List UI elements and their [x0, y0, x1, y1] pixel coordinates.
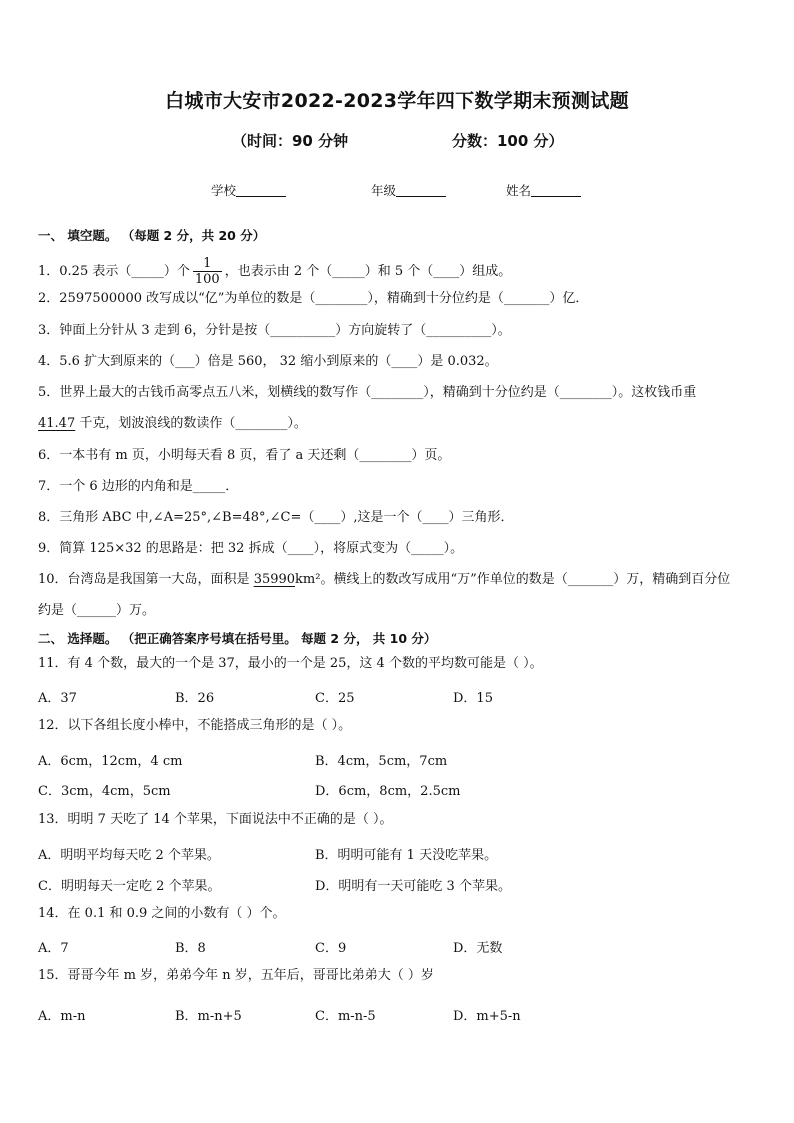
question-2: 2．2597500000 改写成以“亿”为单位的数是（________），精确到十分位约是（_______）亿．: [38, 291, 589, 306]
question-6: 6．一本书有 m 页，小明每天看 8 页，看了 a 天还剩（________）页。: [38, 448, 451, 463]
exam-score: 分数：100 分）: [452, 132, 564, 150]
q10-before: 10．台湾岛是我国第一大岛，面积是: [38, 572, 254, 587]
question-5-line-2: [38, 416, 307, 432]
school-field: [211, 181, 286, 199]
q5-line2-rest: 千克，划波浪线的数读作（________）。: [75, 416, 307, 431]
question-1: [38, 256, 511, 287]
q13-option-d: D．明明有一天可能吃 3 个苹果。: [315, 879, 511, 894]
q15-option-d: D．m+5-n: [453, 1009, 521, 1024]
q15-option-b: B．m-n+5: [175, 1009, 242, 1024]
q11-option-d: D．15: [453, 691, 493, 706]
q11-option-c: C．25: [315, 691, 355, 706]
q11-option-a: A．37: [38, 691, 77, 706]
q5-underlined-number: 41.47: [38, 416, 76, 431]
question-8: 8．三角形 ABC 中,∠A=25°,∠B=48°,∠C=（____）,这是一个（____）三角形．: [38, 510, 514, 525]
q15-option-c: C．m-n-5: [315, 1009, 376, 1024]
question-10-line-1: [38, 572, 730, 588]
q12-option-d: D．6cm，8cm，2.5cm: [315, 784, 461, 799]
question-13: 13．明明 7 天吃了 14 个苹果，下面说法中不正确的是（ ）。: [38, 812, 393, 827]
question-14: 14．在 0.1 和 0.9 之间的小数有（ ）个。: [38, 906, 286, 921]
question-4: 4．5.6 扩大到原来的（___）倍是 560， 32 缩小到原来的（____）是 0.032。: [38, 354, 498, 369]
q12-option-a: A．6cm，12cm，4 cm: [38, 754, 183, 769]
question-7: 7．一个 6 边形的内角和是_____．: [38, 479, 239, 494]
question-5-line-1: 5．世界上最大的古钱币高零点五八米，划横线的数写作（________），精确到十分位约是（________）。这枚钱币重: [38, 385, 697, 400]
q13-option-c: C．明明每天一定吃 2 个苹果。: [38, 879, 221, 894]
grade-blank: [396, 184, 446, 197]
q12-option-b: B．4cm，5cm，7cm: [315, 754, 448, 769]
question-12: 12．以下各组长度小棒中，不能搭成三角形的是（ ）。: [38, 718, 352, 733]
grade-field: [371, 181, 446, 199]
q14-option-d: D．无数: [453, 941, 503, 956]
name-blank: [531, 184, 581, 197]
question-3: 3．钟面上分针从 3 走到 6，分针是按（__________）方向旋转了（__________）。: [38, 323, 511, 338]
section-heading-multiple-choice: 二、 选择题。 （把正确答案序号填在括号里。 每题 2 分， 共 10 分）: [38, 631, 437, 646]
q12-option-c: C．3cm，4cm，5cm: [38, 784, 171, 799]
name-label: 姓名: [506, 183, 532, 198]
exam-time: （时间：90 分钟: [232, 132, 349, 150]
school-blank: [236, 184, 286, 197]
q14-option-b: B．8: [175, 941, 206, 956]
question-9: 9．简算 125×32 的思路是：把 32 拆成（____），将原式变为（_____）。: [38, 541, 464, 556]
name-field: [506, 181, 581, 199]
q1-after: ，也表示由 2 个（_____）和 5 个（____）组成。: [224, 264, 512, 279]
grade-label: 年级: [371, 183, 397, 198]
q13-option-b: B．明明可能有 1 天没吃苹果。: [315, 848, 498, 863]
q14-option-c: C．9: [315, 941, 347, 956]
q14-option-a: A．7: [38, 941, 69, 956]
question-10-line-2: 约是（______）万。: [38, 603, 156, 618]
q1-fraction: [193, 256, 222, 287]
q10-underlined-number: 35990: [253, 572, 296, 587]
q1-before: 1．0.25 表示（_____）个: [38, 264, 190, 279]
question-15: 15．哥哥今年 m 岁，弟弟今年 n 岁，五年后，哥哥比弟弟大（ ）岁: [38, 968, 434, 983]
q1-frac-num: 1: [203, 256, 212, 271]
page-title: 白城市大安市2022-2023学年四下数学期末预测试题: [165, 90, 629, 112]
q10-after: km²。横线上的数改写成用“万”作单位的数是（_______）万，精确到百分位: [295, 572, 731, 587]
school-label: 学校: [211, 183, 237, 198]
question-11: 11．有 4 个数，最大的一个是 37，最小的一个是 25，这 4 个数的平均数可能是（ ）。: [38, 656, 543, 671]
q11-option-b: B．26: [175, 691, 215, 706]
q15-option-a: A．m-n: [38, 1009, 86, 1024]
section-heading-fill-blank: 一、 填空题。 （每题 2 分，共 20 分）: [38, 228, 266, 243]
q13-option-a: A．明明平均每天吃 2 个苹果。: [38, 848, 220, 863]
q1-frac-den: 100: [194, 272, 220, 287]
